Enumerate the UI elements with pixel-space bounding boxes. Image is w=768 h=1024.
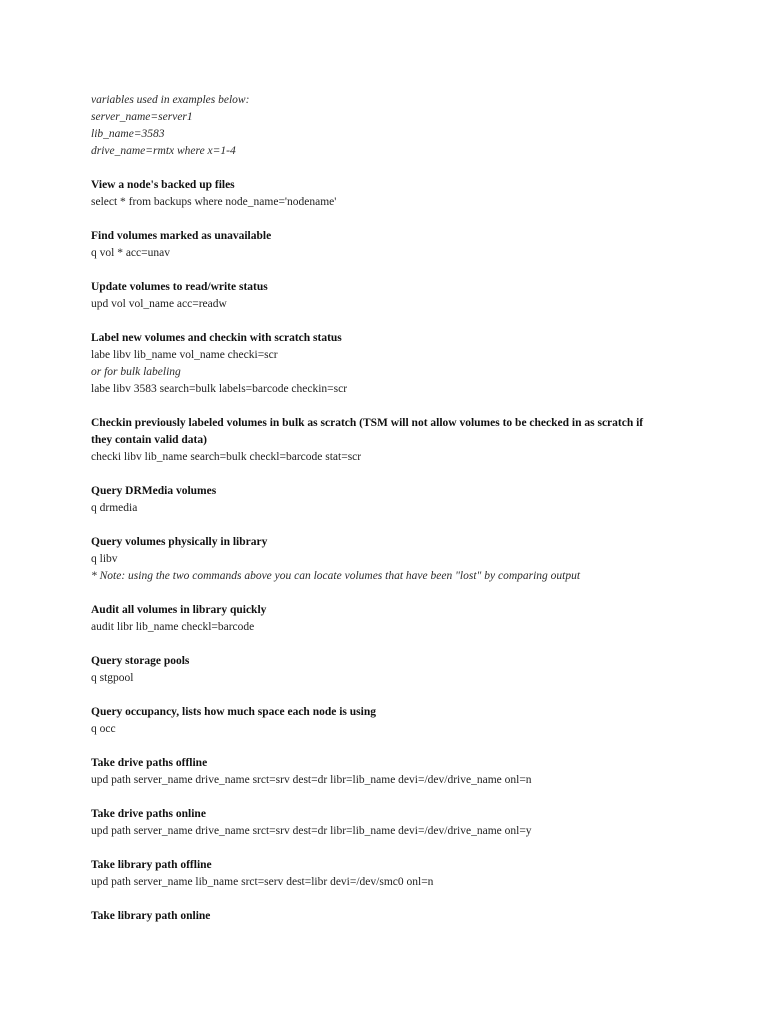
section-command: upd path server_name drive_name srct=srv dest=dr libr=lib_name devi=/dev/drive_name onl=n xyxy=(91,774,532,786)
section-note: * Note: using the two commands above you can locate volumes that have been "lost" by comparing output xyxy=(91,570,581,582)
section-command: audit libr lib_name checkl=barcode xyxy=(91,621,255,633)
section-heading: Query storage pools xyxy=(91,655,190,667)
section-heading: Label new volumes and checkin with scratch status xyxy=(91,332,342,344)
section-command: q drmedia xyxy=(91,502,138,514)
section-heading: Checkin previously labeled volumes in bulk as scratch (TSM will not allow volumes to be checked in as scratch if they contain valid data) xyxy=(91,417,644,446)
variable-lib-name: lib_name=3583 xyxy=(91,128,165,140)
section-heading: View a node's backed up files xyxy=(91,179,235,191)
section-heading: Find volumes marked as unavailable xyxy=(91,230,272,242)
variable-drive-name: drive_name=rmtx where x=1-4 xyxy=(91,145,236,157)
section-command: upd vol vol_name acc=readw xyxy=(91,298,227,310)
variables-intro: variables used in examples below: xyxy=(91,94,250,106)
section-heading: Audit all volumes in library quickly xyxy=(91,604,267,616)
section-command: q vol * acc=unav xyxy=(91,247,170,259)
section-command: upd path server_name drive_name srct=srv dest=dr libr=lib_name devi=/dev/drive_name onl=y xyxy=(91,825,532,837)
section-alt-command: labe libv 3583 search=bulk labels=barcode checkin=scr xyxy=(91,383,348,395)
document-content xyxy=(91,92,691,925)
section-command: checki libv lib_name search=bulk checkl=barcode stat=scr xyxy=(91,451,362,463)
section-command: q libv xyxy=(91,553,118,565)
section-heading: Query occupancy, lists how much space each node is using xyxy=(91,706,376,718)
section-heading: Take drive paths online xyxy=(91,808,206,820)
section-command: labe libv lib_name vol_name checki=scr xyxy=(91,349,278,361)
section-heading: Update volumes to read/write status xyxy=(91,281,268,293)
section-heading: Take library path online xyxy=(91,910,211,922)
section-heading: Query DRMedia volumes xyxy=(91,485,217,497)
section-heading: Query volumes physically in library xyxy=(91,536,268,548)
section-heading: Take library path offline xyxy=(91,859,212,871)
section-heading: Take drive paths offline xyxy=(91,757,208,769)
section-command: q stgpool xyxy=(91,672,134,684)
section-command: select * from backups where node_name='nodename' xyxy=(91,196,337,208)
section-command: q occ xyxy=(91,723,116,735)
section-command: upd path server_name lib_name srct=serv dest=libr devi=/dev/smc0 onl=n xyxy=(91,876,434,888)
variable-server-name: server_name=server1 xyxy=(91,111,193,123)
section-alt-note: or for bulk labeling xyxy=(91,366,181,378)
